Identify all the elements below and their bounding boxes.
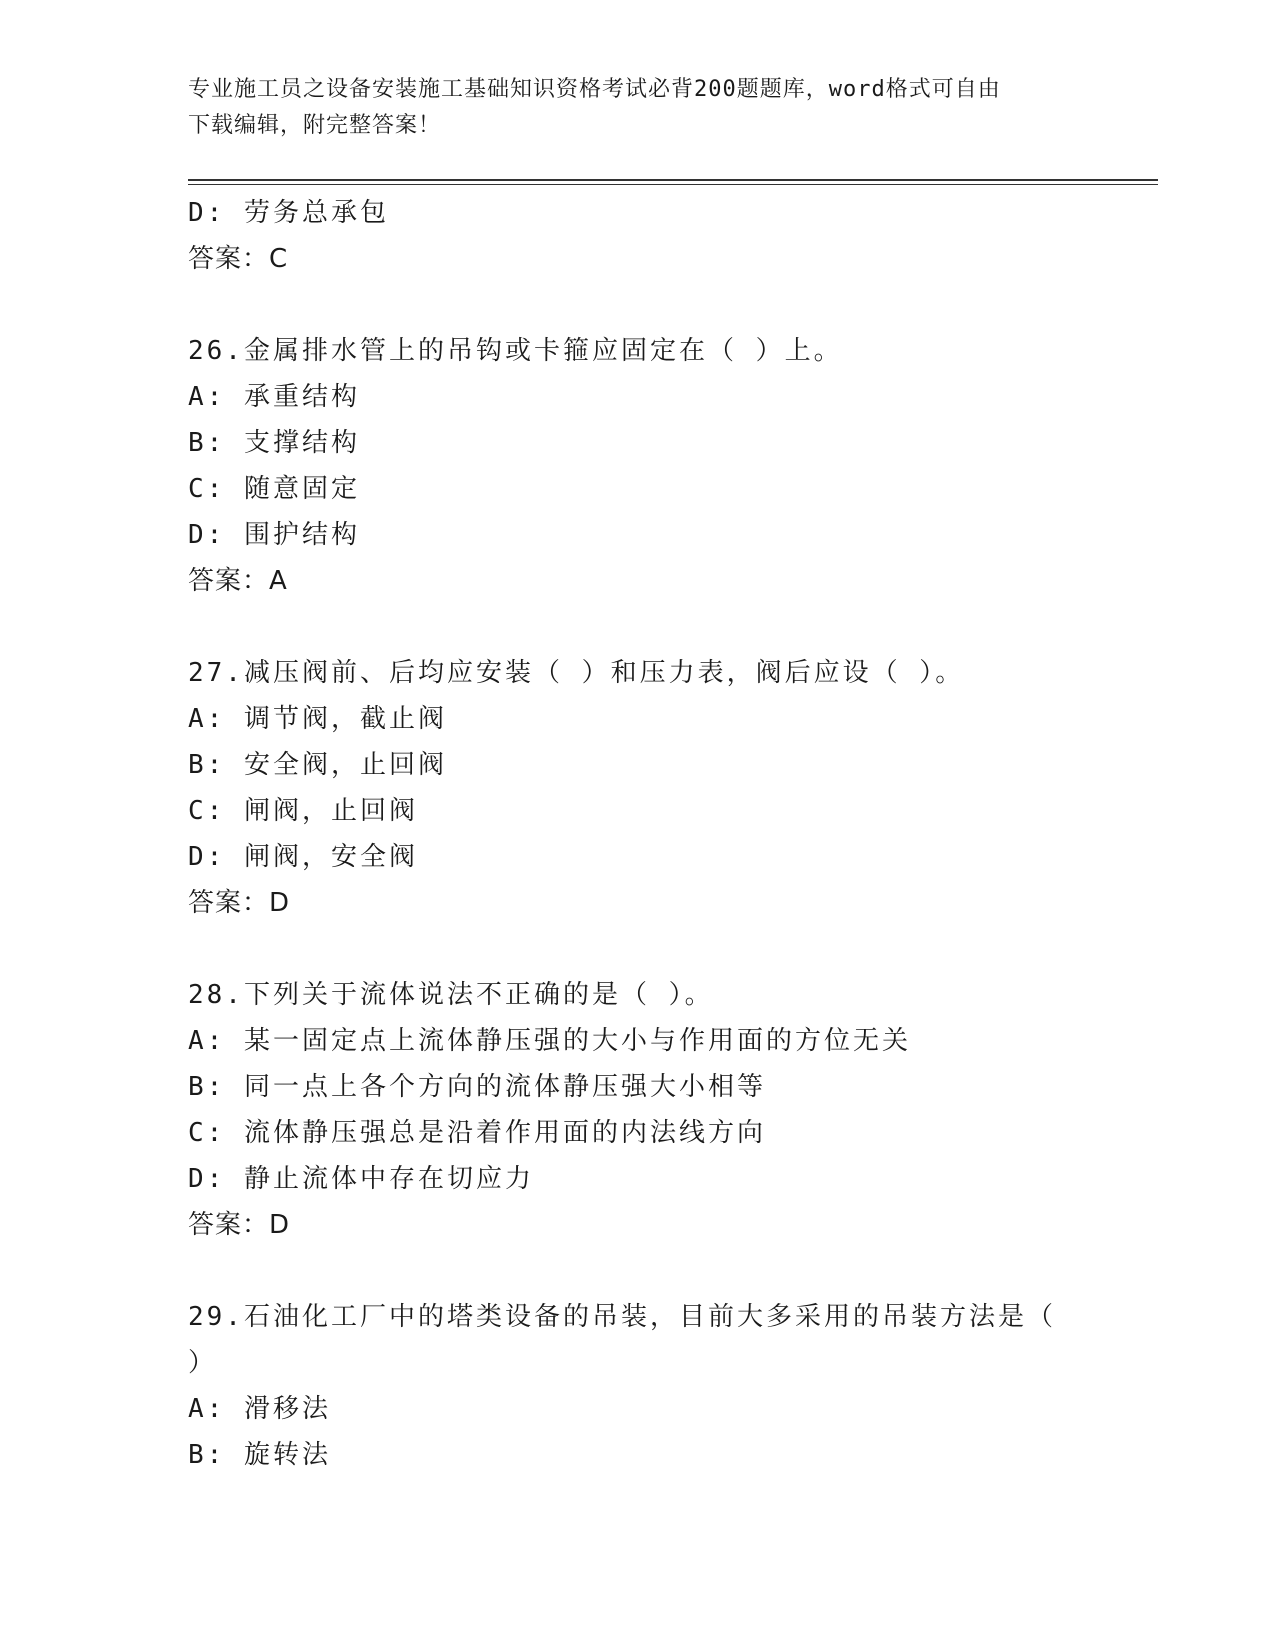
question-stem-line-2: ） <box>188 1348 218 1378</box>
option-a: A: 调节阀，截止阀 <box>188 704 447 734</box>
header-line-2: 下载编辑，附完整答案！ <box>188 113 442 138</box>
question-27 <box>188 650 1158 926</box>
option-b: B: 支撑结构 <box>188 428 360 458</box>
header-divider-thick <box>188 179 1158 181</box>
spacer <box>188 1248 1158 1294</box>
document-header <box>188 72 1088 144</box>
option-c: C: 随意固定 <box>188 474 360 504</box>
answer-line: 答案：C <box>188 244 289 274</box>
question-stem-line-1: 29.石油化工厂中的塔类设备的吊装，目前大多采用的吊装方法是（ <box>188 1302 1056 1332</box>
option-c: C: 流体静压强总是沿着作用面的内法线方向 <box>188 1118 766 1148</box>
option-a: A: 某一固定点上流体静压强的大小与作用面的方位无关 <box>188 1026 911 1056</box>
header-divider-thin <box>188 184 1158 185</box>
option-d: D: 闸阀，安全阀 <box>188 842 418 872</box>
option-b: B: 旋转法 <box>188 1440 331 1470</box>
question-29 <box>188 1294 1158 1478</box>
question-stem: 27.减压阀前、后均应安装（ ）和压力表，阀后应设（ ）。 <box>188 658 965 688</box>
spacer <box>188 926 1158 972</box>
answer-line: 答案：A <box>188 566 288 596</box>
question-stem: 26.金属排水管上的吊钩或卡箍应固定在（ ）上。 <box>188 336 843 366</box>
option-d: D: 劳务总承包 <box>188 198 389 228</box>
question-content <box>188 190 1158 1478</box>
answer-line: 答案：D <box>188 1210 291 1240</box>
question-25-tail <box>188 190 1158 282</box>
option-d: D: 围护结构 <box>188 520 360 550</box>
option-b: B: 安全阀，止回阀 <box>188 750 447 780</box>
answer-line: 答案：D <box>188 888 291 918</box>
question-stem: 28.下列关于流体说法不正确的是（ ）。 <box>188 980 714 1010</box>
option-a: A: 承重结构 <box>188 382 360 412</box>
option-c: C: 闸阀，止回阀 <box>188 796 418 826</box>
question-26 <box>188 328 1158 604</box>
spacer <box>188 282 1158 328</box>
option-d: D: 静止流体中存在切应力 <box>188 1164 534 1194</box>
header-line-1: 专业施工员之设备安装施工基础知识资格考试必背200题题库，word格式可自由 <box>188 77 1001 102</box>
question-28 <box>188 972 1158 1248</box>
option-b: B: 同一点上各个方向的流体静压强大小相等 <box>188 1072 766 1102</box>
option-a: A: 滑移法 <box>188 1394 331 1424</box>
spacer <box>188 604 1158 650</box>
